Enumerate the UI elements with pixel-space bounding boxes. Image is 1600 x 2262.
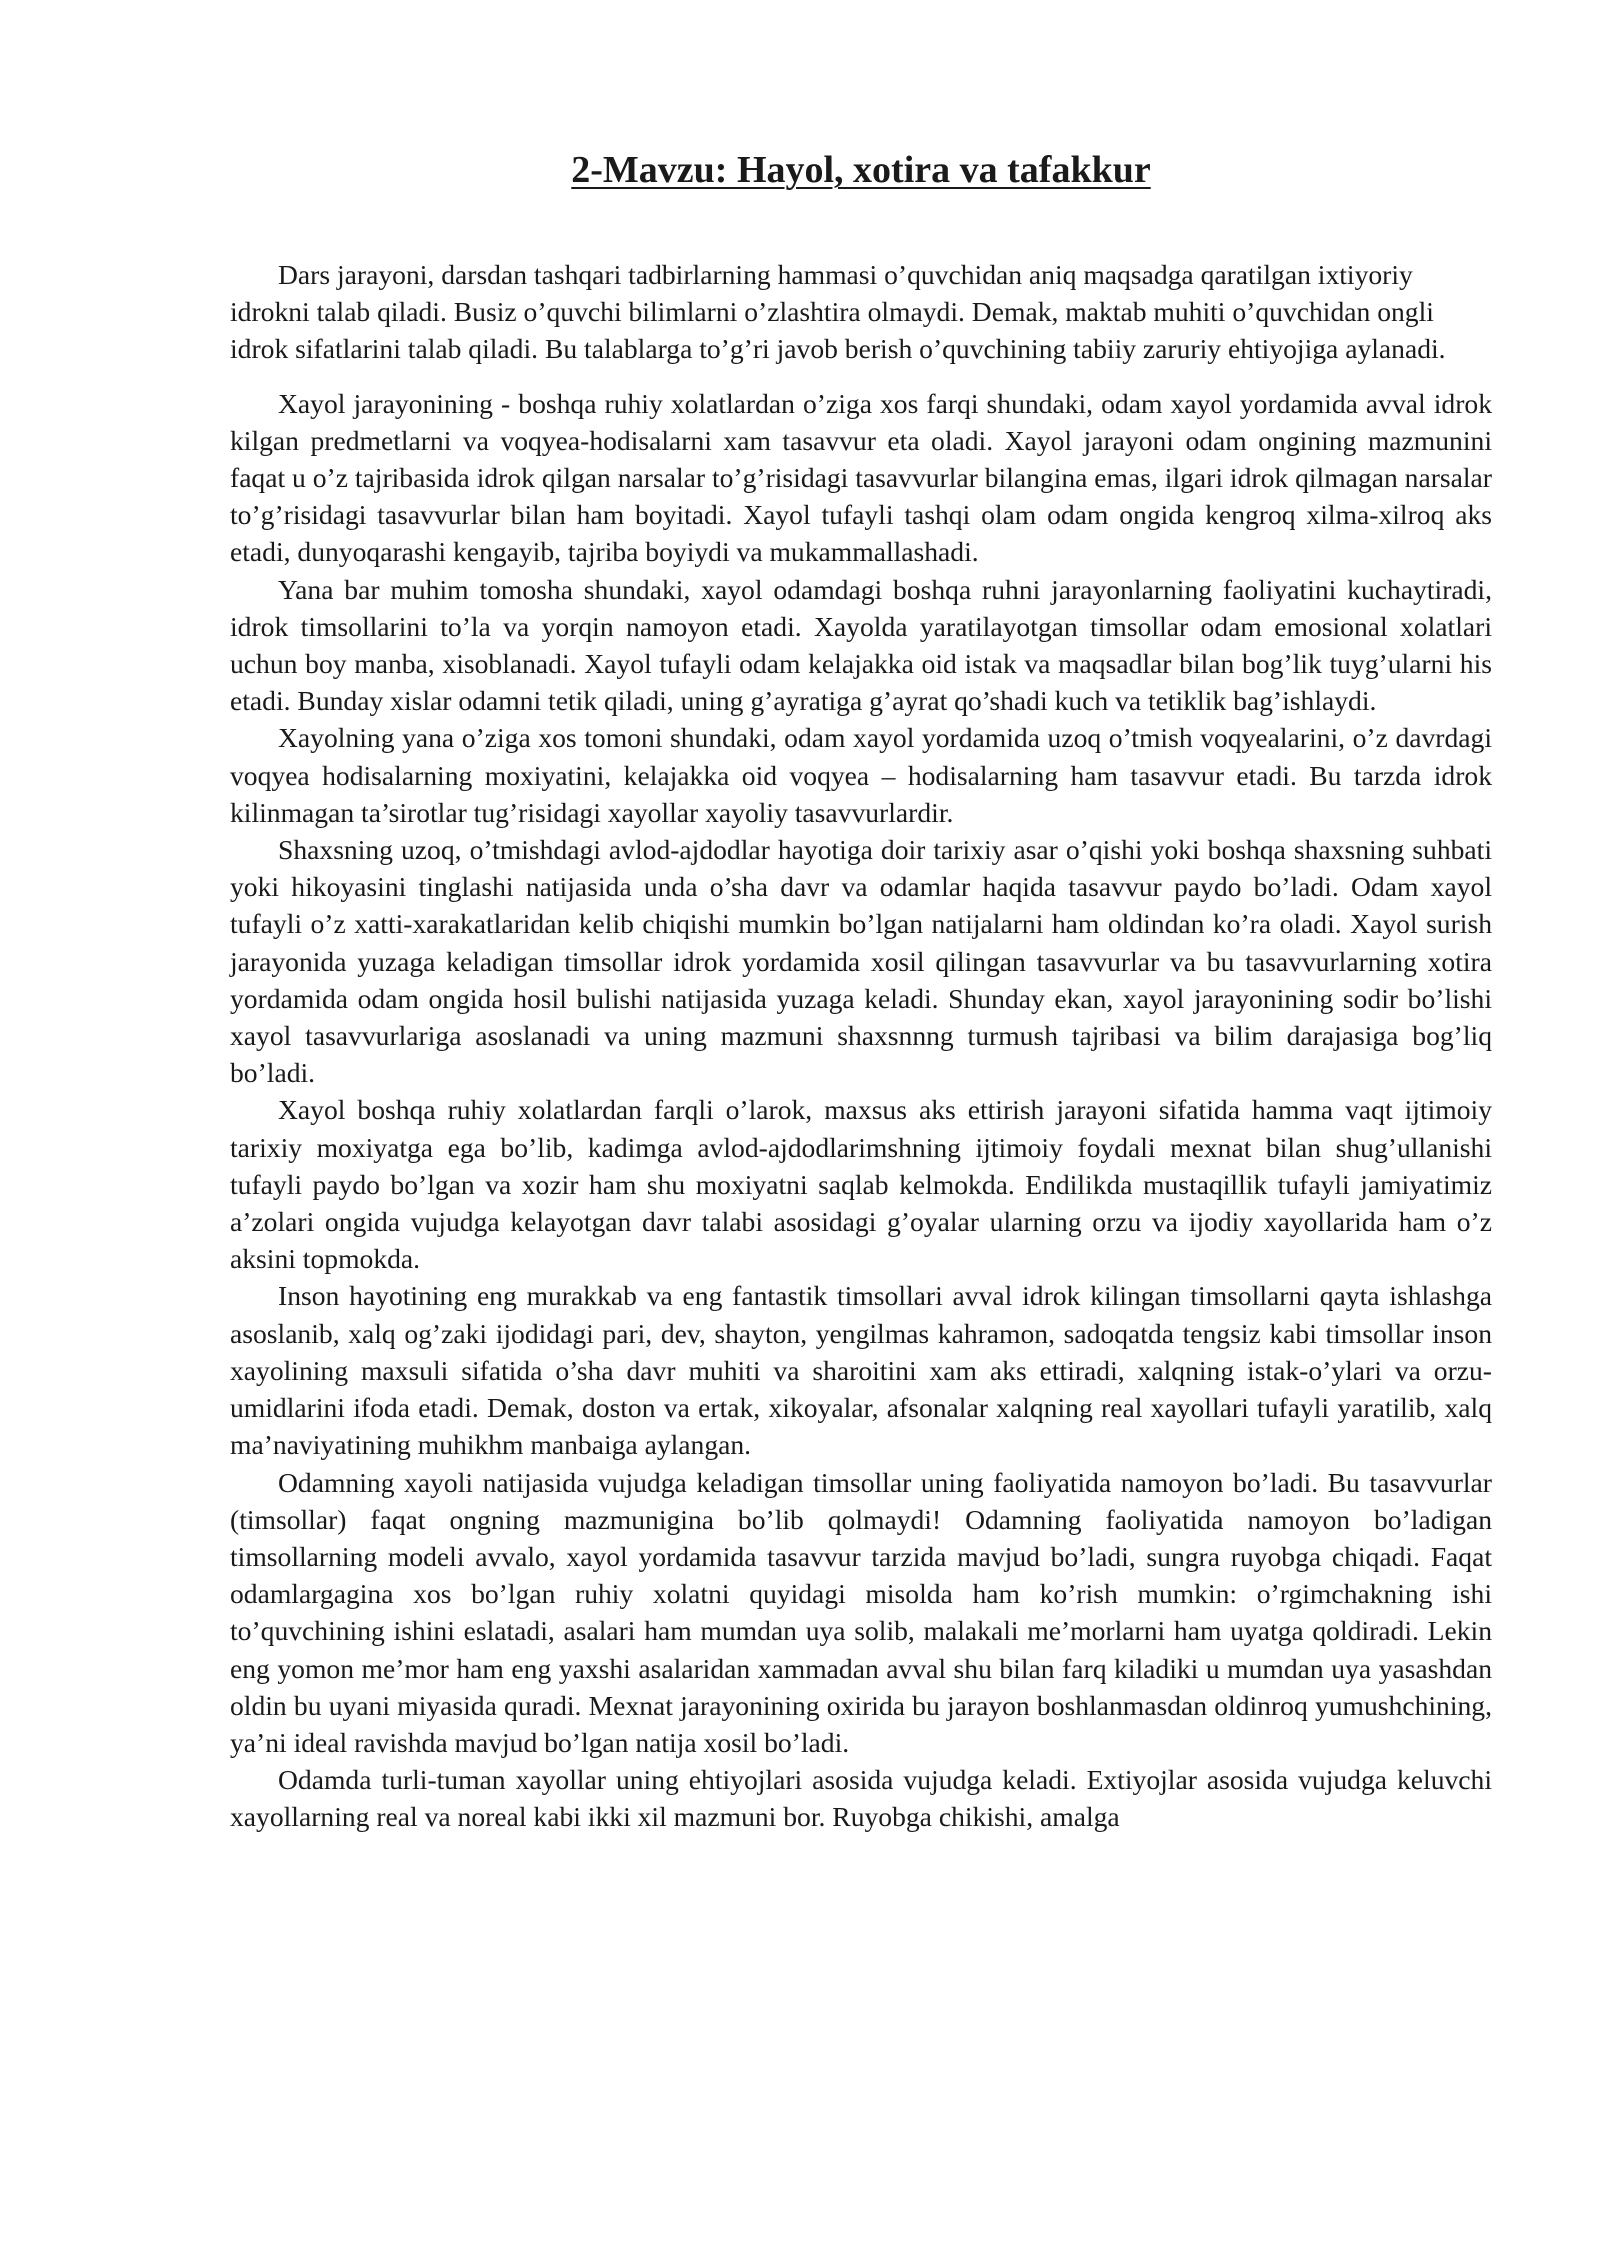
paragraph-6: Xayol boshqa ruhiy xolatlardan farqli o’larok, maxsus aks ettirish jarayoni sifatida hamma vaqt ijtimoiy tarixiy moxiyatga ega bo’lib, kadimga avlod-ajdodlarimshning ijtimoiy foydali mexnat bilan shug’ullanishi tufayli paydo bo’lgan va xozir ham shu moxiyatni saqlab kelmokda. Endilikda mustaqillik tufayli jamiyatimiz a’zolari ongida vujudga kelayotgan davr talabi asosidagi g’oyalar ularning orzu va ijodiy xayollarida ham o’z aksini topmokda.	[230, 1094, 1492, 1275]
paragraph-5: Shaxsning uzoq, o’tmishdagi avlod-ajdodlar hayotiga doir tarixiy asar o’qishi yoki boshqa shaxsning suhbati yoki hikoyasini tinglashi natijasida unda o’sha davr va odamlar haqida tasavvur paydo bo’ladi. Odam xayol tufayli o’z xatti-xarakatlaridan kelib chiqishi mumkin bo’lgan natijalarni ham oldindan ko’ra oladi. Xayol surish jarayonida yuzaga keladigan timsollar idrok yordamida xosil qilingan tasavvurlar va bu tasavvurlarning xotira yordamida odam ongida hosil bulishi natijasida yuzaga keladi. Shunday ekan, xayol jarayonining sodir bo’lishi xayol tasavvurlariga asoslanadi va uning mazmuni shaxsnnng turmush tajribasi va bilim darajasiga bog’liq bo’ladi.	[230, 834, 1492, 1089]
paragraph-2: Xayol jarayonining - boshqa ruhiy xolatlardan o’ziga xos farqi shundaki, odam xayol yordamida avval idrok kilgan predmetlarni va voqyea-hodisalarni xam tasavvur eta oladi. Xayol jarayoni odam ongining mazmunini faqat u o’z tajribasida idrok qilgan narsalar to’g’risidagi tasavvurlar bilangina emas, ilgari idrok qilmagan narsalar to’g’risidagi tasavvurlar bilan ham boyitadi. Xayol tufayli tashqi olam odam ongida kengroq xilma-xilroq aks etadi, dunyoqarashi kengayib, tajriba boyiydi va mukammallashadi.	[230, 387, 1492, 568]
paragraph-7: Inson hayotining eng murakkab va eng fantastik timsollari avval idrok kilingan timsollarni qayta ishlashga asoslanib, xalq og’zaki ijodidagi pari, dev, shayton, yengilmas kahramon, sadoqatda tengsiz kabi timsollar inson xayolining maxsuli sifatida o’sha davr muhiti va sharoitini xam aks ettiradi, xalqning istak-o’ylari va orzu-umidlarini ifoda etadi. Demak, doston va ertak, xikoyalar, afsonalar xalqning real xayollari tufayli yaratilib, xalq ma’naviyatining muhikhm manbaiga aylangan.	[230, 1280, 1492, 1461]
paragraph-3: Yana bar muhim tomosha shundaki, xayol odamdagi boshqa ruhni jarayonlarning faoliyatini kuchaytiradi, idrok timsollarini to’la va yorqin namoyon etadi. Xayolda yaratilayotgan timsollar odam emosional xolatlari uchun boy manba, xisoblanadi. Xayol tufayli odam kelajakka oid istak va maqsadlar bilan bog’lik tuyg’ularni his etadi. Bunday xislar odamni tetik qiladi, uning g’ayratiga g’ayrat qo’shadi kuch va tetiklik bag’ishlaydi.	[230, 573, 1492, 717]
document-title: 2-Mavzu: Hayol, xotira va tafakkur	[571, 149, 1151, 191]
document-page	[230, 142, 1492, 1836]
paragraph-8: Odamning xayoli natijasida vujudga keladigan timsollar uning faoliyatida namoyon bo’ladi. Bu tasavvurlar (timsollar) faqat ongning mazmunigina bo’lib qolmaydi! Odamning faoliyatida namoyon bo’ladigan timsollarning modeli avvalo, xayol yordamida tasavvur tarzida mavjud bo’ladi, sungra ruyobga chiqadi. Faqat odamlargagina xos bo’lgan ruhiy xolatni quyidagi misolda ham ko’rish mumkin: o’rgimchakning ishi to’quvchining ishini eslatadi, asalari ham mumdan uya solib, malakali me’morlarni ham uyatga qoldiradi. Lekin eng yomon me’mor ham eng yaxshi asalaridan xammadan avval shu bilan farq kiladiki u mumdan uya yasashdan oldin bu uyani miyasida quradi. Mexnat jarayonining oxirida bu jarayon boshlanmasdan oldinroq yumushchining, ya’ni ideal ravishda mavjud bo’lgan natija xosil bo’ladi.	[230, 1466, 1492, 1758]
paragraph-4: Xayolning yana o’ziga xos tomoni shundaki, odam xayol yordamida uzoq o’tmish voqyealarini, o’z davrdagi voqyea hodisalarning moxiyatini, kelajakka oid voqyea – hodisalarning ham tasavvur etadi. Bu tarzda idrok kilinmagan ta’sirotlar tug’risidagi xayollar xayoliy tasavvurlardir.	[230, 722, 1492, 828]
paragraph-1: Dars jarayoni, darsdan tashqari tadbirlarning hammasi o’quvchidan aniq maqsadga qaratilgan ixtiyoriy idrokni talab qiladi. Busiz o’quvchi bilimlarni o’zlashtira olmaydi. Demak, maktab muhiti o’quvchidan ongli idrok sifatlarini talab qiladi. Bu talablarga to’g’ri javob berish o’quvchining tabiiy zaruriy ehtiyojiga aylanadi.	[230, 259, 1446, 365]
paragraph-9: Odamda turli-tuman xayollar uning ehtiyojlari asosida vujudga keladi. Extiyojlar asosida vujudga keluvchi xayollarning real va noreal kabi ikki xil mazmuni bor. Ruyobga chikishi, amalga	[230, 1764, 1492, 1833]
